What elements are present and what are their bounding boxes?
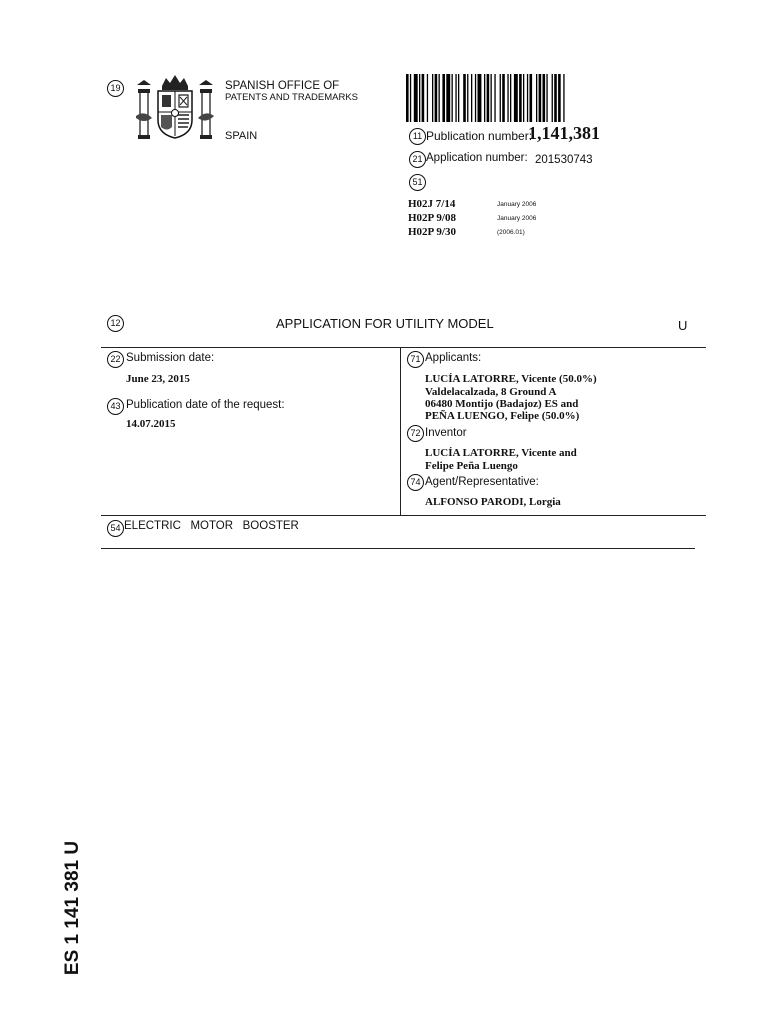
publication-number-value: 1,141,381 <box>528 123 600 143</box>
applicants-line-1: LUCÍA LATORRE, Vicente (50.0%) <box>425 373 597 385</box>
submission-date-value: June 23, 2015 <box>126 373 190 385</box>
classification-date-3: (2006.01) <box>497 229 525 236</box>
submission-date-label: Submission date: <box>126 352 215 364</box>
publication-number-label: Publication number: <box>426 129 533 143</box>
applicants-line-4: PEÑA LUENGO, Felipe (50.0%) <box>425 410 580 422</box>
country-name: SPAIN <box>225 130 258 142</box>
classification-code-2: H02P 9/08 <box>408 212 456 224</box>
applicants-line-2: Valdelacalzada, 8 Ground A <box>425 386 557 398</box>
agent-code-marker: 74 <box>407 474 424 491</box>
inventor-line-2: Felipe Peña Luengo <box>425 460 518 472</box>
classification-code-marker: 51 <box>409 174 426 191</box>
divider-top <box>101 347 706 348</box>
divider-middle <box>101 515 706 516</box>
office-name-line1: SPANISH OFFICE OF <box>225 80 340 92</box>
applicants-code-marker: 71 <box>407 351 424 368</box>
barcode-icon <box>406 74 608 122</box>
invention-title-code-marker: 54 <box>107 520 124 537</box>
application-code-marker: 21 <box>409 151 426 168</box>
publication-code-marker: 11 <box>409 128 426 145</box>
document-type-code-marker: 12 <box>107 315 124 332</box>
agent-label: Agent/Representative: <box>425 476 539 488</box>
inventor-code-marker: 72 <box>407 425 424 442</box>
classification-code-3: H02P 9/30 <box>408 226 456 238</box>
document-title: APPLICATION FOR UTILITY MODEL <box>276 316 494 331</box>
application-number-value: 201530743 <box>535 154 593 166</box>
classification-code-1: H02J 7/14 <box>408 198 456 210</box>
office-code-marker: 19 <box>107 80 124 97</box>
submission-code-marker: 22 <box>107 351 124 368</box>
coat-of-arms-icon <box>134 72 216 144</box>
divider-bottom <box>101 548 695 549</box>
publication-date-code-marker: 43 <box>107 398 124 415</box>
inventor-line-1: LUCÍA LATORRE, Vicente and <box>425 447 577 459</box>
classification-date-1: January 2006 <box>497 201 537 208</box>
applicants-line-3: 06480 Montijo (Badajoz) ES and <box>425 398 579 410</box>
applicants-label: Applicants: <box>425 352 482 364</box>
publication-date-value: 14.07.2015 <box>126 418 176 430</box>
publication-date-label: Publication date of the request: <box>126 399 285 411</box>
office-name-line2: PATENTS AND TRADEMARKS <box>225 92 359 103</box>
agent-value: ALFONSO PARODI, Lorgia <box>425 496 561 508</box>
classification-date-2: January 2006 <box>497 215 537 222</box>
column-divider <box>400 347 401 515</box>
document-kind: U <box>678 318 688 333</box>
application-number-label: Application number: <box>426 152 528 164</box>
invention-title: ELECTRIC MOTOR BOOSTER <box>124 520 299 532</box>
side-document-id: ES 1 141 381 U <box>62 840 83 976</box>
inventor-label: Inventor <box>425 427 467 439</box>
